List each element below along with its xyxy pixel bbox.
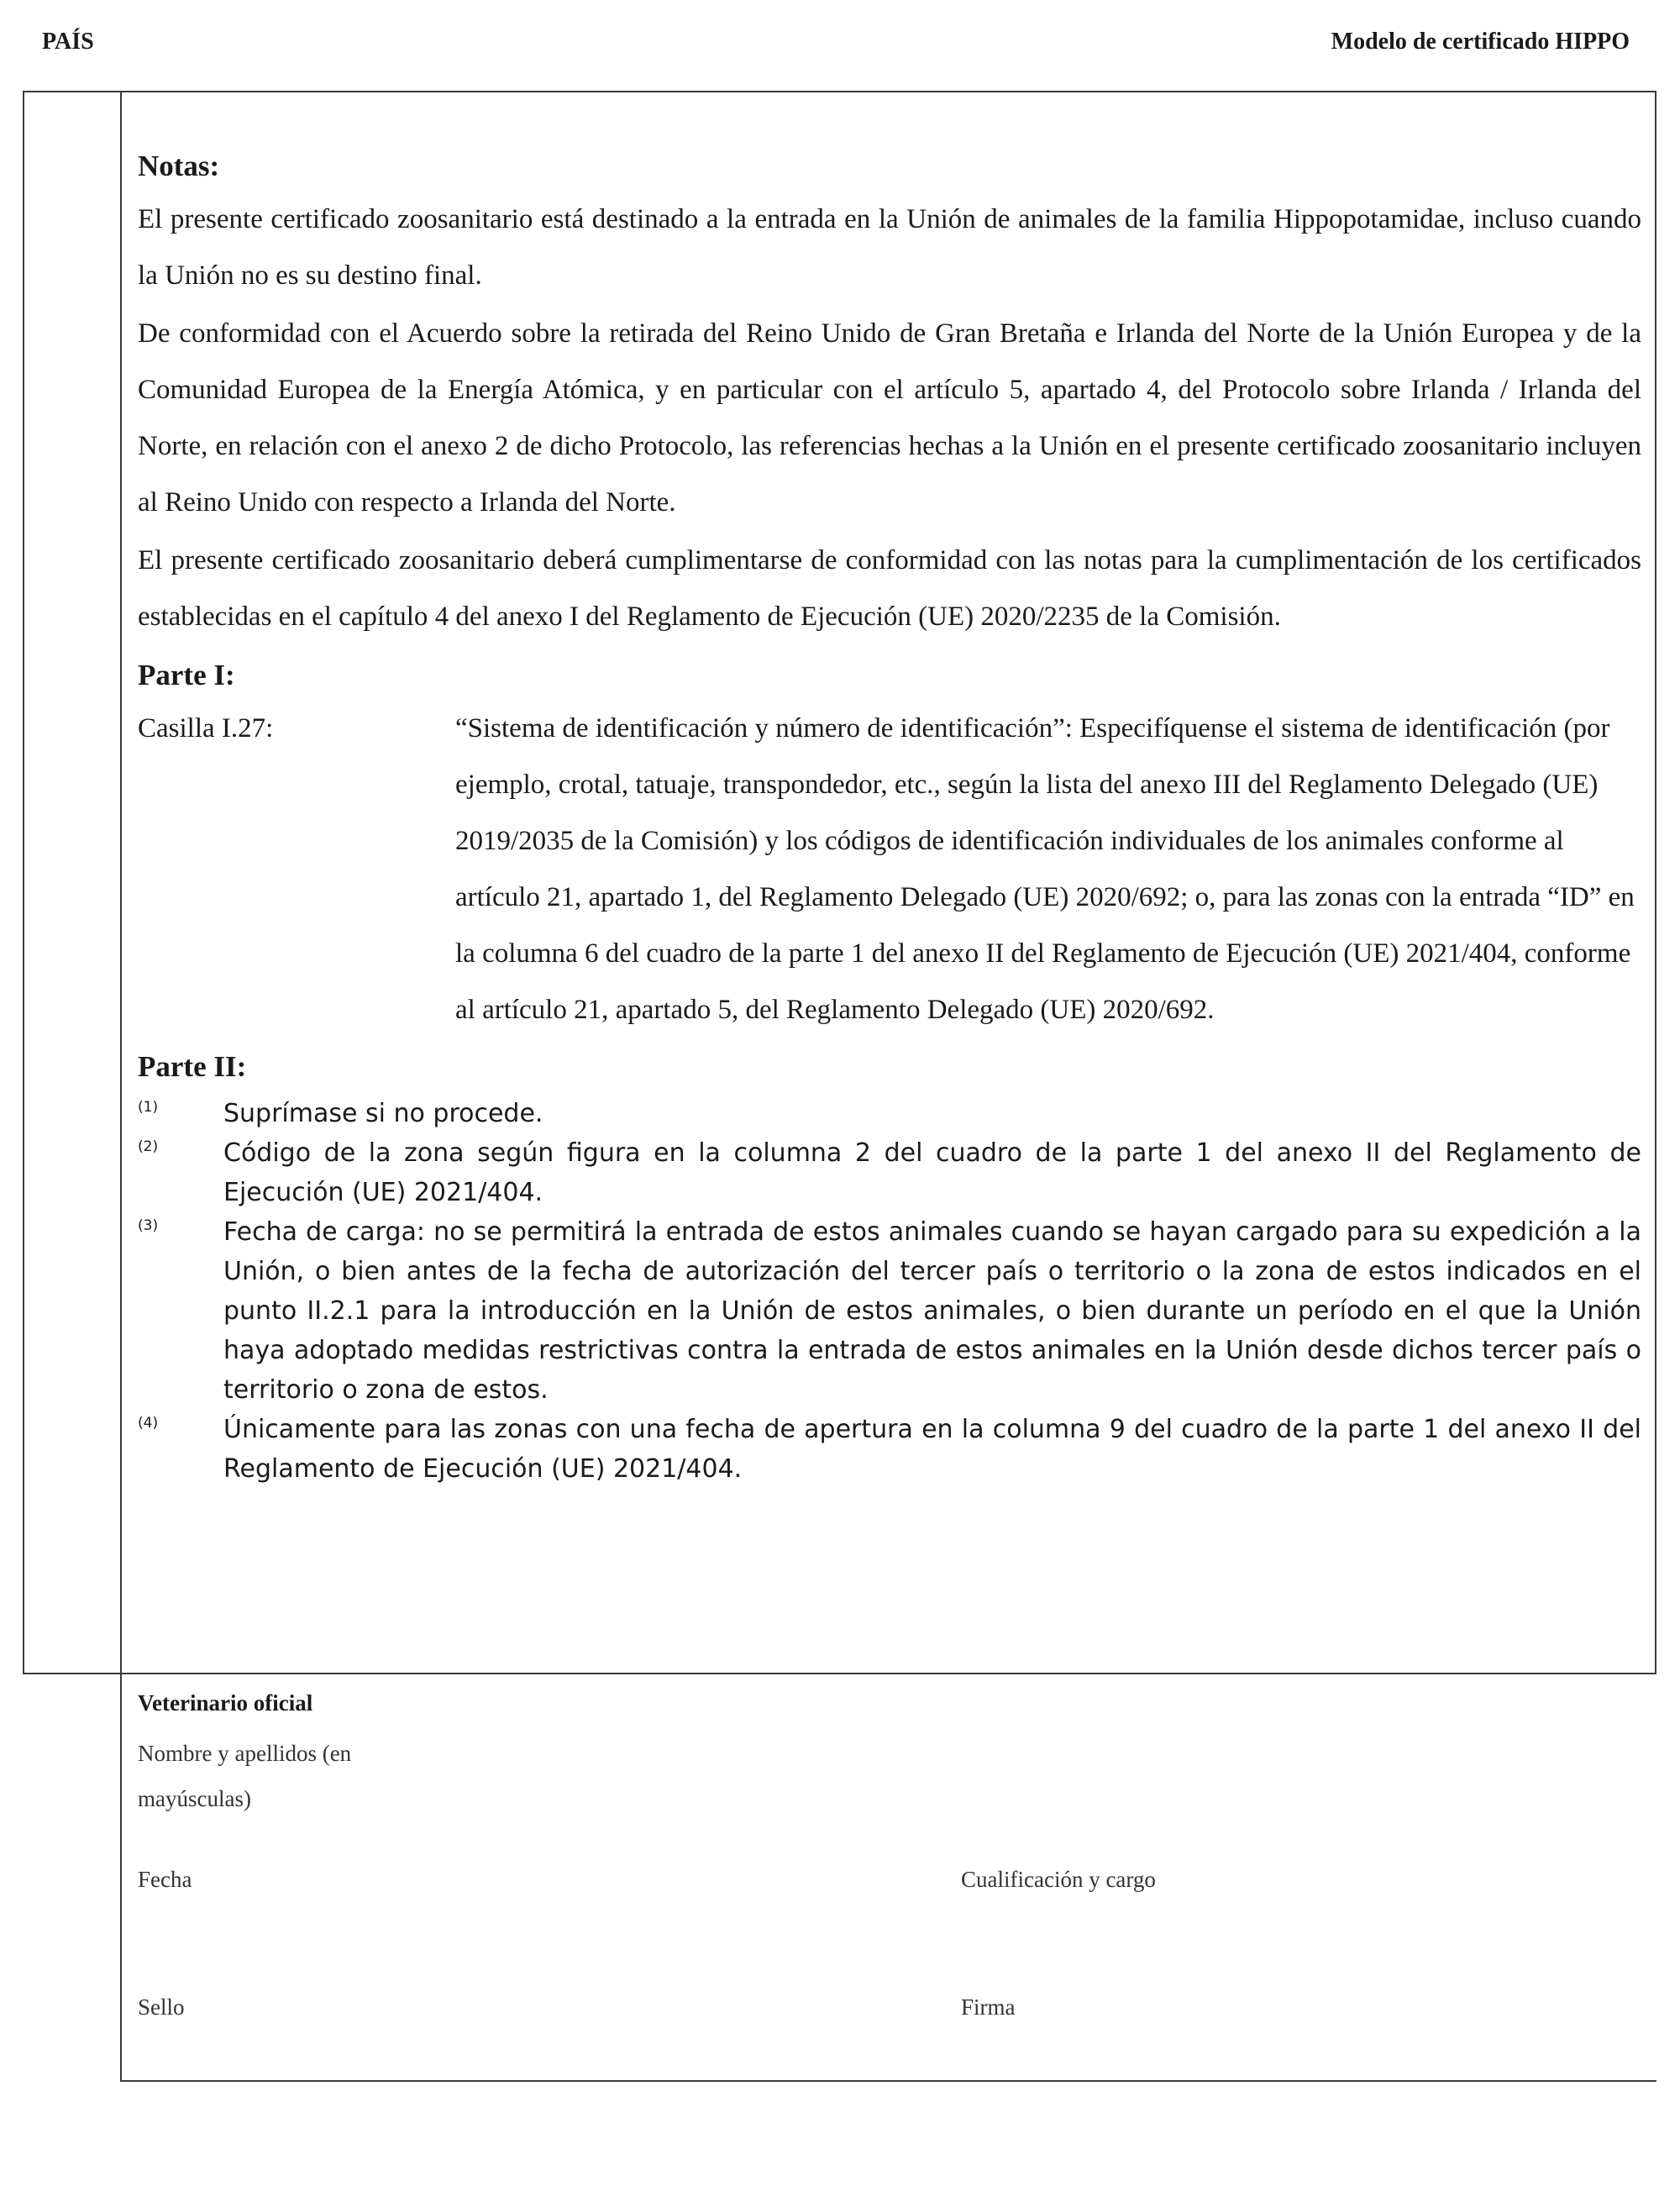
frame-top-divider xyxy=(23,91,1656,92)
signature-field-label: Firma xyxy=(961,1994,1016,2020)
footnote-item xyxy=(138,1094,1641,1133)
footnote-list xyxy=(138,1094,1641,1489)
footnote-item xyxy=(138,1133,1641,1212)
certificate-model-header: Modelo de certificado HIPPO xyxy=(1331,29,1630,55)
frame-bottom-border xyxy=(120,2080,1656,2082)
footnote-text: Fecha de carga: no se permitirá la entrada de estos animales cuando se hayan cargado para su expedición a la Unión, o bien antes de la fecha de autorización del tercer país o territorio o la zona de estos indicados en el punto II.2.1 para la introducción en la Unión de estos animales, o bien durante un período en el que la Unión haya adoptado medidas restrictivas contra la entrada de estos animales en la Unión desde dichos tercer país o territorio o zona de estos. xyxy=(223,1217,1641,1405)
frame-section-divider xyxy=(23,1673,1656,1674)
frame-outer-left-border xyxy=(23,91,24,1674)
notas-heading: Notas: xyxy=(138,150,220,182)
veterinarian-title: Veterinario oficial xyxy=(138,1690,313,1716)
footnote-number: (4) xyxy=(138,1415,159,1432)
notas-paragraph: El presente certificado zoosanitario deberá cumplimentarse de conformidad con las notas para la cumplimentación de los certificados establecidas en el capítulo 4 del anexo I del Reglamento de Ejecución (UE) 2020/2235 de la Comisión. xyxy=(138,545,1641,632)
parte-1-section xyxy=(138,659,1641,1038)
frame-inner-left-border xyxy=(120,91,122,2082)
notas-paragraph: De conformidad con el Acuerdo sobre la retirada del Reino Unido de Gran Bretaña e Irlanda del Norte de la Unión Europea y de la Comunidad Europea de la Energía Atómica, y en particular con el artículo 5, apartado 4, del Protocolo sobre Irlanda / Irlanda del Norte, en relación con el anexo 2 de dicho Protocolo, las referencias hechas a la Unión en el presente certificado zoosanitario incluyen al Reino Unido con respecto a Irlanda del Norte. xyxy=(138,318,1641,518)
official-veterinarian-section xyxy=(138,1690,1641,2068)
footnote-number: (2) xyxy=(138,1138,159,1155)
footnote-item xyxy=(138,1410,1641,1489)
footnote-item xyxy=(138,1212,1641,1410)
country-header: PAÍS xyxy=(42,29,94,55)
name-field-label: Nombre y apellidos (en mayúsculas) xyxy=(138,1741,352,1811)
footnote-text: Únicamente para las zonas con una fecha de apertura en la columna 9 del cuadro de la parte 1 del anexo II del Reglamento de Ejecución (UE) 2021/404. xyxy=(223,1415,1641,1484)
qualification-field-label: Cualificación y cargo xyxy=(961,1867,1156,1892)
frame-right-border xyxy=(1655,91,1656,1674)
footnote-text: Código de la zona según figura en la columna 2 del cuadro de la parte 1 del anexo II del Reglamento de Ejecución (UE) 2021/404. xyxy=(223,1138,1641,1207)
casilla-row xyxy=(138,701,1641,1038)
footnote-number: (3) xyxy=(138,1217,159,1234)
parte-1-heading: Parte I: xyxy=(138,659,235,691)
parte-2-heading: Parte II: xyxy=(138,1050,247,1083)
footnote-number: (1) xyxy=(138,1099,159,1116)
parte-2-section xyxy=(138,1050,1641,1489)
casilla-text: “Sistema de identificación y número de identificación”: Especifíquense el sistema de identificación (por ejemplo, crotal, tatuaje, transpondedor, etc., según la lista del anexo III del Reglamento Delegado (UE) 2019/2035 de la Comisión) y los códigos de identificación individuales de los animales conforme al artículo 21, apartado 1, del Reglamento Delegado (UE) 2020/692; o, para las zonas con la entrada “ID” en la columna 6 del cuadro de la parte 1 del anexo II del Reglamento de Ejecución (UE) 2021/404, conforme al artículo 21, apartado 5, del Reglamento Delegado (UE) 2020/692. xyxy=(455,713,1635,1025)
footnote-text: Suprímase si no procede. xyxy=(223,1099,543,1128)
notas-paragraph: El presente certificado zoosanitario está destinado a la entrada en la Unión de animales de la familia Hippopotamidae, incluso cuando la Unión no es su destino final. xyxy=(138,204,1641,291)
stamp-field-label: Sello xyxy=(138,1994,185,2020)
notes-section xyxy=(138,150,1641,1489)
casilla-label: Casilla I.27: xyxy=(138,713,274,744)
date-field-label: Fecha xyxy=(138,1867,192,1892)
